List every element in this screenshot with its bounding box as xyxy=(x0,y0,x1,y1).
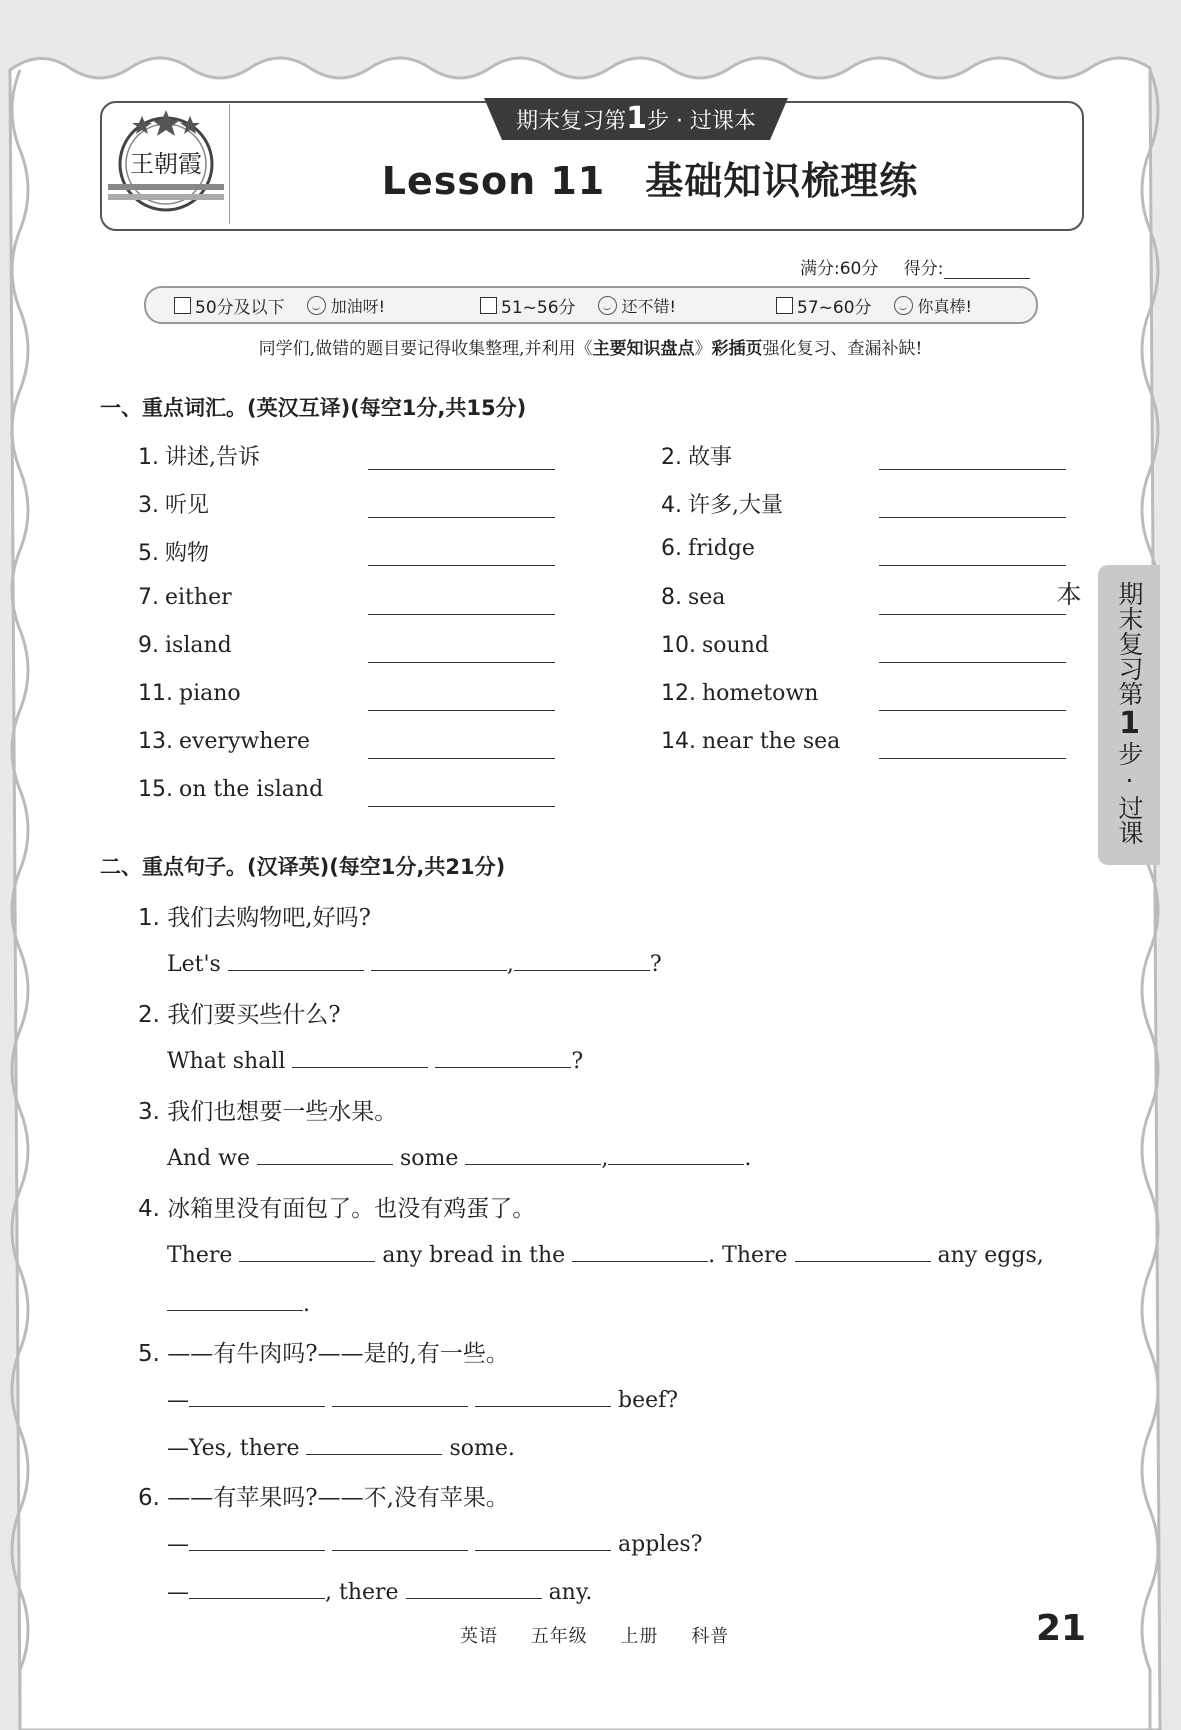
section2-heading: 二、重点句子。(汉译英)(每空1分,共21分) xyxy=(100,855,506,879)
publisher-logo xyxy=(104,106,228,222)
question-4: 4. 冰箱里没有面包了。也没有鸡蛋了。 xyxy=(138,1196,536,1222)
vocab-item: 3. 听见 xyxy=(138,493,210,519)
page-number: 21 xyxy=(1036,1608,1087,1649)
vocab-item: 8. sea xyxy=(661,584,726,610)
answer-blank[interactable] xyxy=(475,1384,611,1407)
side-tab: 期末复习第1步·过课本 xyxy=(1098,565,1160,865)
answer-blank[interactable] xyxy=(257,1142,393,1165)
answer-blank[interactable] xyxy=(879,565,1066,566)
answer-4: There any bread in the . There any eggs, xyxy=(167,1239,1044,1268)
answer-blank[interactable] xyxy=(572,1239,708,1262)
vocab-item: 1. 讲述,告诉 xyxy=(138,445,260,470)
answer-blank[interactable] xyxy=(368,710,555,711)
grade-bar xyxy=(144,286,1038,324)
footer-publisher: 科普 xyxy=(691,1626,730,1647)
score-line xyxy=(800,254,1030,279)
answer-blank[interactable] xyxy=(228,948,364,971)
answer-blank[interactable] xyxy=(189,1576,325,1599)
answer-blank[interactable] xyxy=(292,1045,428,1068)
smiley-icon xyxy=(598,296,617,315)
vocab-item: 7. either xyxy=(138,584,232,610)
footer-grade: 五年级 xyxy=(530,1626,588,1647)
answer-blank[interactable] xyxy=(879,758,1066,759)
answer-blank[interactable] xyxy=(795,1239,931,1262)
vocab-item: 6. fridge xyxy=(661,536,755,562)
answer-blank[interactable] xyxy=(167,1288,303,1311)
answer-blank[interactable] xyxy=(879,517,1066,518)
grade-item-3: 57~60分 你真棒! xyxy=(776,293,972,318)
answer-blank[interactable] xyxy=(368,517,555,518)
question-5: 5. ——有牛肉吗?——是的,有一些。 xyxy=(138,1341,509,1367)
page-title xyxy=(300,150,1000,205)
full-score: 满分:60分 xyxy=(800,259,879,279)
answer-4-cont: . xyxy=(167,1288,310,1317)
vocab-item: 13. everywhere xyxy=(138,729,310,755)
vocab-item: 4. 许多,大量 xyxy=(661,493,783,519)
footer-subject: 英语 xyxy=(460,1626,498,1647)
answer-blank[interactable] xyxy=(879,469,1066,470)
answer-blank[interactable] xyxy=(514,948,650,971)
notice: 同学们,做错的题目要记得收集整理,并利用《主要知识盘点》彩插页强化复习、查漏补缺! xyxy=(258,339,923,359)
question-6: 6. ——有苹果吗?——不,没有苹果。 xyxy=(138,1485,509,1511)
answer-blank[interactable] xyxy=(879,710,1066,711)
got-score-label: 得分: xyxy=(903,259,944,279)
logo-text: 王朝霞 xyxy=(130,150,202,178)
question-3: 3. 我们也想要一些水果。 xyxy=(138,1099,398,1125)
got-score-blank[interactable] xyxy=(944,262,1030,279)
answer-6a: — apples? xyxy=(167,1528,702,1557)
checkbox[interactable] xyxy=(776,297,793,314)
vocab-item: 9. island xyxy=(138,632,232,658)
vocab-item: 10. sound xyxy=(661,632,769,658)
answer-blank[interactable] xyxy=(406,1576,542,1599)
vocab-item: 5. 购物 xyxy=(138,541,210,567)
section1-heading: 一、重点词汇。(英汉互译)(每空1分,共15分) xyxy=(100,396,527,420)
smiley-icon xyxy=(894,296,913,315)
answer-blank[interactable] xyxy=(239,1239,375,1262)
question-1: 1. 我们去购物吧,好吗? xyxy=(138,905,371,931)
answer-6b: — , there any. xyxy=(167,1576,592,1605)
answer-blank[interactable] xyxy=(368,469,555,470)
answer-5a: — beef? xyxy=(167,1384,678,1413)
footer-term: 上册 xyxy=(620,1626,659,1647)
vocab-item: 15. on the island xyxy=(138,777,324,803)
smiley-icon xyxy=(307,296,326,315)
answer-blank[interactable] xyxy=(306,1432,442,1455)
answer-1: Let's , ? xyxy=(167,948,662,977)
question-2: 2. 我们要买些什么? xyxy=(138,1002,341,1028)
vocab-item: 12. hometown xyxy=(661,681,819,706)
checkbox[interactable] xyxy=(174,297,191,314)
title-cn: 基础知识梳理练 xyxy=(645,159,919,203)
answer-blank[interactable] xyxy=(368,758,555,759)
answer-blank[interactable] xyxy=(879,614,1066,615)
answer-blank[interactable] xyxy=(465,1142,601,1165)
answer-blank[interactable] xyxy=(368,565,555,566)
vocab-item: 2. 故事 xyxy=(661,445,733,470)
checkbox[interactable] xyxy=(480,297,497,314)
footer xyxy=(460,1622,755,1648)
answer-blank[interactable] xyxy=(332,1384,468,1407)
answer-blank[interactable] xyxy=(879,662,1066,663)
header-tab: 期末复习第1步 · 过课本 xyxy=(516,101,756,136)
answer-blank[interactable] xyxy=(475,1528,611,1551)
answer-blank[interactable] xyxy=(368,806,555,807)
vocab-item: 14. near the sea xyxy=(661,729,841,755)
answer-blank[interactable] xyxy=(189,1528,325,1551)
grade-item-2: 51~56分 还不错! xyxy=(480,293,676,318)
vocab-item: 11. piano xyxy=(138,681,241,706)
logo-divider xyxy=(229,104,230,224)
answer-blank[interactable] xyxy=(368,662,555,663)
answer-2: What shall ? xyxy=(167,1045,583,1074)
answer-blank[interactable] xyxy=(332,1528,468,1551)
answer-blank[interactable] xyxy=(608,1142,744,1165)
answer-3: And we some , . xyxy=(167,1142,751,1171)
answer-5b: —Yes, there some. xyxy=(167,1432,515,1461)
lesson-label: Lesson 11 xyxy=(381,159,606,203)
answer-blank[interactable] xyxy=(435,1045,571,1068)
answer-blank[interactable] xyxy=(189,1384,325,1407)
answer-blank[interactable] xyxy=(371,948,507,971)
answer-blank[interactable] xyxy=(368,614,555,615)
grade-item-1: 50分及以下 加油呀! xyxy=(174,293,385,318)
